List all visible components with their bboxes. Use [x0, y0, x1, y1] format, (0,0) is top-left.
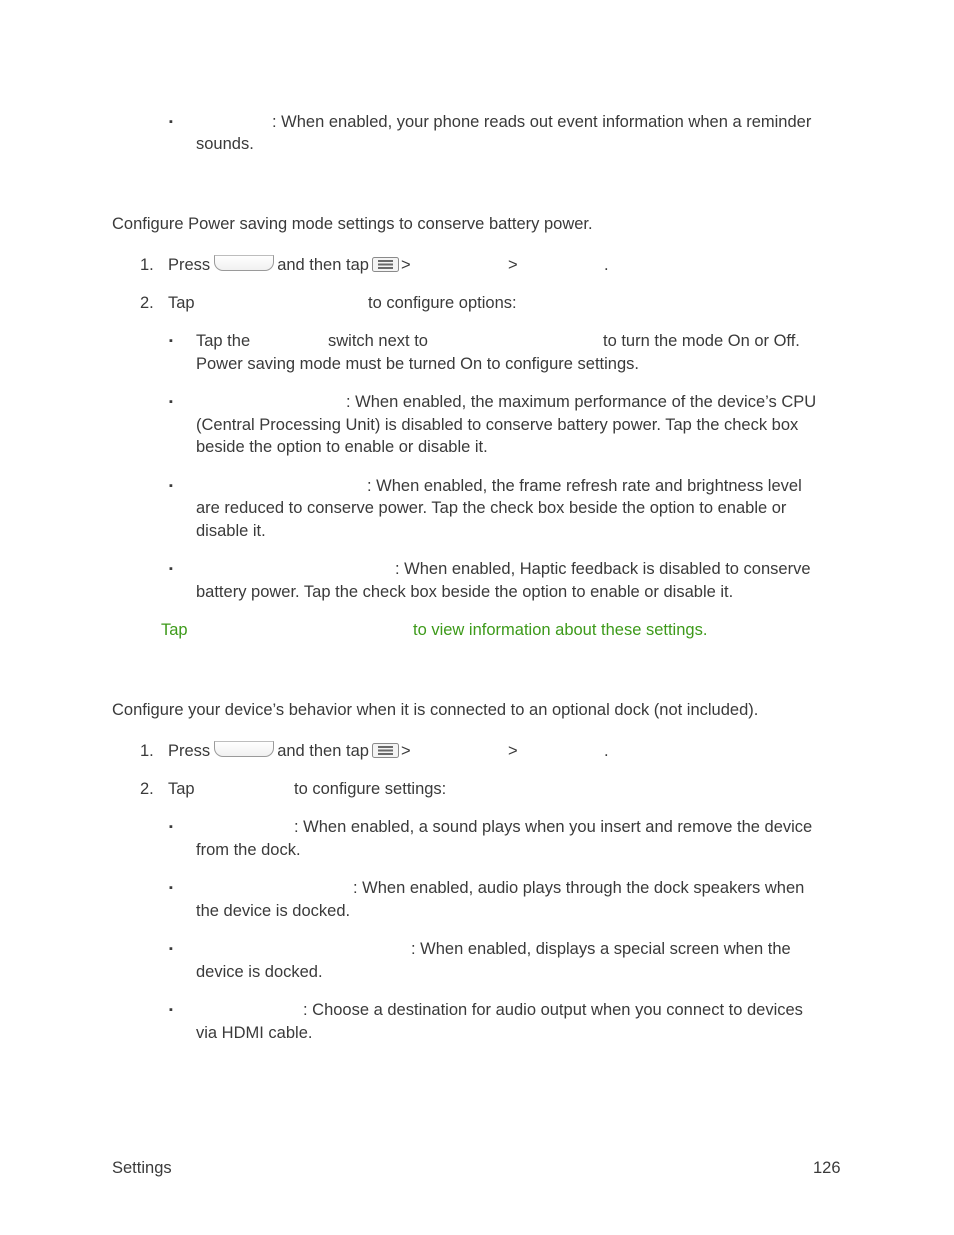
bullet-marker: ▪: [169, 116, 173, 128]
bullet-text: device is docked.: [196, 963, 323, 981]
bullet-marker: ▪: [169, 563, 173, 575]
step-number: 1.: [140, 742, 154, 760]
tip-text: Tap: [161, 621, 188, 639]
step-text: and then tap: [277, 256, 369, 274]
bullet-marker: ▪: [169, 943, 173, 955]
step-period: .: [604, 256, 609, 274]
step-instruction: [168, 741, 411, 761]
bullet-marker: ▪: [169, 1004, 173, 1016]
bullet-text: (Central Processing Unit) is disabled to conserve battery power. Tap the check box: [196, 416, 799, 434]
bullet-text: : When enabled, the maximum performance of the device’s CPU: [346, 393, 817, 411]
step-text: Press: [168, 742, 211, 760]
step-text: to configure settings:: [294, 780, 447, 798]
section-intro: Configure Power saving mode settings to conserve battery power.: [112, 215, 593, 233]
step-text: Press: [168, 256, 211, 274]
bullet-text: disable it.: [196, 522, 266, 540]
bullet-text: : When enabled, displays a special screen when the: [411, 940, 791, 958]
menu-key-icon: [372, 257, 399, 272]
step-number: 2.: [140, 780, 154, 798]
bullet-text: : When enabled, the frame refresh rate and brightness level: [367, 477, 802, 495]
tip-text: to view information about these settings.: [413, 621, 708, 639]
step-separator: >: [508, 256, 518, 274]
step-number: 1.: [140, 256, 154, 274]
bullet-text: : When enabled, a sound plays when you insert and remove the device: [294, 818, 813, 836]
bullet-text: switch next to: [328, 332, 428, 350]
bullet-marker: ▪: [169, 396, 173, 408]
bullet-text: are reduced to conserve power. Tap the check box beside the option to enable or: [196, 499, 787, 517]
section-intro: Configure your device’s behavior when it is connected to an optional dock (not included).: [112, 701, 759, 719]
step-text: and then tap: [277, 742, 369, 760]
bullet-marker: ▪: [169, 821, 173, 833]
step-text: Tap: [168, 780, 195, 798]
bullet-text: to turn the mode On or Off.: [603, 332, 800, 350]
step-number: 2.: [140, 294, 154, 312]
bullet-text: the device is docked.: [196, 902, 351, 920]
step-text: >: [400, 742, 411, 760]
bullet-text: from the dock.: [196, 841, 301, 859]
bullet-text: Tap the: [196, 332, 251, 350]
bullet-text: Power saving mode must be turned On to configure settings.: [196, 355, 639, 373]
bullet-text: via HDMI cable.: [196, 1024, 313, 1042]
bullet-text: beside the option to enable or disable it.: [196, 438, 488, 456]
home-key-icon: [214, 255, 274, 271]
step-text: Tap: [168, 294, 195, 312]
bullet-marker: ▪: [169, 335, 173, 347]
bullet-text: : When enabled, audio plays through the dock speakers when: [353, 879, 805, 897]
step-period: .: [604, 742, 609, 760]
bullet-text: : When enabled, Haptic feedback is disabled to conserve: [395, 560, 811, 578]
home-key-icon: [214, 741, 274, 757]
footer-page-number: 126: [813, 1159, 841, 1177]
step-text: >: [400, 256, 411, 274]
footer-section-name: Settings: [112, 1159, 172, 1177]
bullet-text: battery power. Tap the check box beside the option to enable or disable it.: [196, 583, 734, 601]
step-instruction: [168, 255, 411, 275]
step-separator: >: [508, 742, 518, 760]
bullet-marker: ▪: [169, 480, 173, 492]
step-text: to configure options:: [368, 294, 517, 312]
bullet-text: : When enabled, your phone reads out event information when a reminder: [272, 113, 812, 131]
bullet-text: sounds.: [196, 135, 254, 153]
bullet-text: : Choose a destination for audio output when you connect to devices: [303, 1001, 803, 1019]
menu-key-icon: [372, 743, 399, 758]
bullet-marker: ▪: [169, 882, 173, 894]
